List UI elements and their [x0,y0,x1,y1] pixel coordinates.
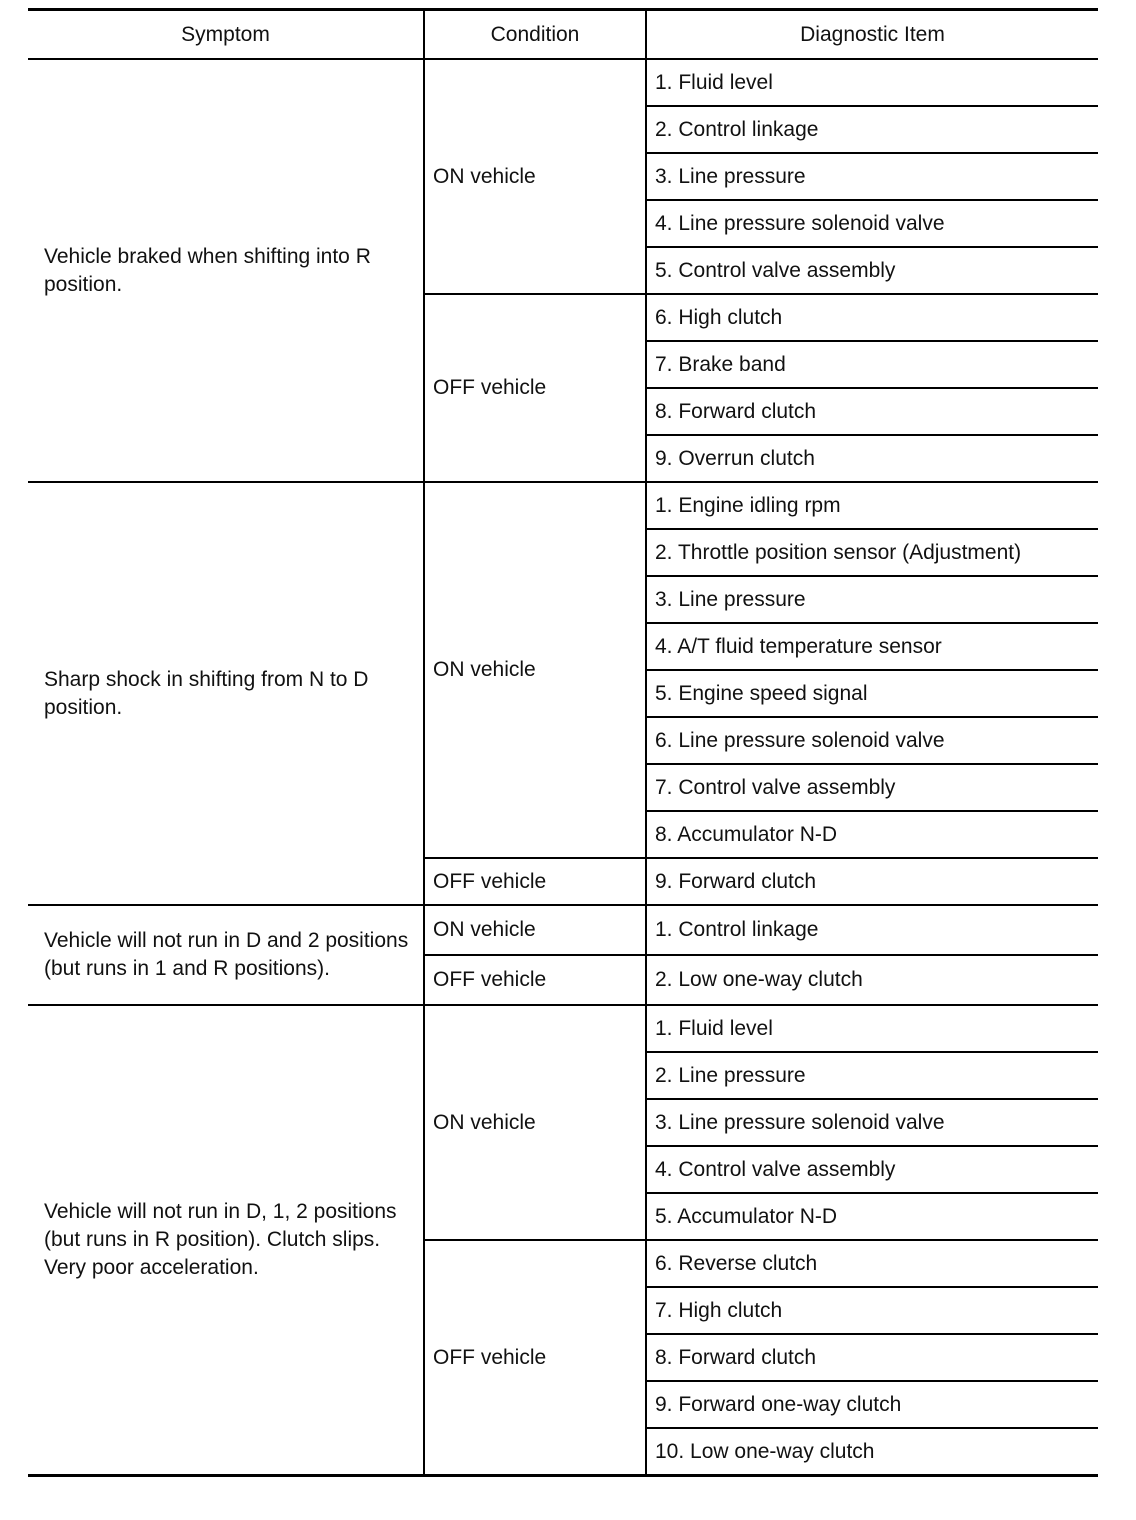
header-symptom: Symptom [28,10,424,60]
condition-cell: ON vehicle [424,59,646,294]
header-row [28,10,1098,60]
diagnostic-item-cell: 6. Line pressure solenoid valve [646,717,1098,764]
condition-cell: OFF vehicle [424,1240,646,1476]
diagnostic-item-cell: 8. Forward clutch [646,1334,1098,1381]
diagnostic-item-cell: 4. Control valve assembly [646,1146,1098,1193]
condition-cell: OFF vehicle [424,294,646,482]
symptom-cell: Vehicle will not run in D, 1, 2 positions (but runs in R position). Clutch slips. Very poor acceleration. [28,1005,424,1476]
diagnostic-item-cell: 2. Line pressure [646,1052,1098,1099]
diagnostic-item-cell: 6. High clutch [646,294,1098,341]
condition-cell: OFF vehicle [424,955,646,1005]
diagnostic-item-cell: 3. Line pressure solenoid valve [646,1099,1098,1146]
table-body [28,59,1098,1476]
diagnostic-item-cell: 5. Control valve assembly [646,247,1098,294]
diagnostic-item-cell: 1. Fluid level [646,59,1098,106]
diagnostic-item-cell: 1. Control linkage [646,905,1098,955]
condition-cell: ON vehicle [424,905,646,955]
table-row [28,1005,1098,1052]
diagnostic-item-cell: 7. Brake band [646,341,1098,388]
diagnostic-item-cell: 9. Overrun clutch [646,435,1098,482]
diagnostic-item-cell: 5. Engine speed signal [646,670,1098,717]
diagnostic-item-cell: 8. Accumulator N-D [646,811,1098,858]
diagnostic-item-cell: 10. Low one-way clutch [646,1428,1098,1476]
diagnostic-item-cell: 2. Control linkage [646,106,1098,153]
diagnostic-item-cell: 2. Throttle position sensor (Adjustment) [646,529,1098,576]
diagnostic-item-cell: 7. Control valve assembly [646,764,1098,811]
diagnostic-item-cell: 1. Fluid level [646,1005,1098,1052]
symptom-cell: Vehicle will not run in D and 2 positions (but runs in 1 and R positions). [28,905,424,1005]
diagnostic-item-cell: 8. Forward clutch [646,388,1098,435]
diagnostic-item-cell: 9. Forward clutch [646,858,1098,905]
diagnostic-item-cell: 5. Accumulator N-D [646,1193,1098,1240]
diagnostic-item-cell: 6. Reverse clutch [646,1240,1098,1287]
header-condition: Condition [424,10,646,60]
diagnostic-table [28,8,1098,1477]
symptom-cell: Vehicle braked when shifting into R position. [28,59,424,482]
table-row [28,905,1098,955]
condition-cell: ON vehicle [424,482,646,858]
diagnostic-item-cell: 1. Engine idling rpm [646,482,1098,529]
table-row [28,482,1098,529]
header-diagnostic-item: Diagnostic Item [646,10,1098,60]
condition-cell: OFF vehicle [424,858,646,905]
diagnostic-item-cell: 3. Line pressure [646,576,1098,623]
symptom-cell: Sharp shock in shifting from N to D position. [28,482,424,905]
diagnostic-item-cell: 2. Low one-way clutch [646,955,1098,1005]
diagnostic-item-cell: 3. Line pressure [646,153,1098,200]
table-row [28,59,1098,106]
diagnostic-item-cell: 7. High clutch [646,1287,1098,1334]
condition-cell: ON vehicle [424,1005,646,1240]
diagnostic-item-cell: 9. Forward one-way clutch [646,1381,1098,1428]
diagnostic-item-cell: 4. A/T fluid temperature sensor [646,623,1098,670]
diagnostic-item-cell: 4. Line pressure solenoid valve [646,200,1098,247]
